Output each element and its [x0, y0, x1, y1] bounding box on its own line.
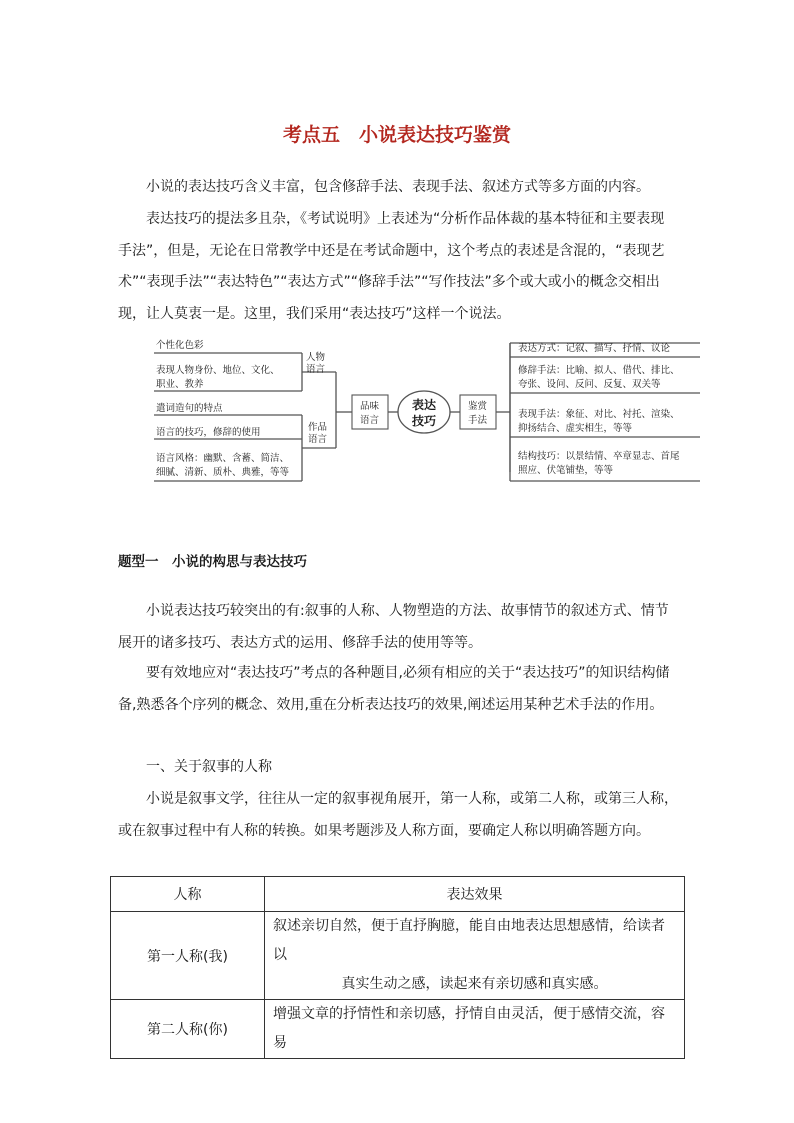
right-item-2-line-2: 夸张、设问、反问、反复、双关等	[518, 379, 661, 390]
hub-pinwei-line-1: 品味	[360, 401, 380, 412]
branch-renwu-line-2: 语言	[306, 364, 326, 375]
section-paragraph-3: 小说是叙事文学，往往从一定的叙事视角展开，第一人称，或第二人称，或第三人称，或在叙事过程中有人称的转换。如果考题涉及人称方面，要确定人称以明确答题方向。	[118, 791, 678, 839]
left-item-5-line-1: 语言风格：幽默、含蓄、简洁、	[156, 453, 290, 464]
mindmap-diagram	[152, 335, 702, 483]
left-item-2-line-2: 职业、教养	[156, 379, 204, 390]
right-item-3-line-2: 抑扬结合、虚实相生，等等	[518, 423, 633, 434]
table-row	[111, 912, 685, 1000]
section-heading: 题型一 小说的构思与表达技巧	[118, 554, 307, 570]
table-cell-effect	[265, 912, 685, 1000]
branch-renwu-line-1: 人物	[306, 352, 326, 363]
table-header-person: 人称	[111, 877, 265, 912]
table-cell-effect-line: 叙述亲切自然，便于直抒胸臆，能自由地表达思想感情，给读者以	[273, 918, 665, 963]
subheading-narrative-person: 一、关于叙事的人称	[146, 759, 272, 775]
table-cell-person: 第一人称(我)	[111, 912, 265, 1000]
table-row	[111, 1000, 685, 1059]
section-paragraph-1: 小说表达技巧较突出的有:叙事的人称、人物塑造的方法、故事情节的叙述方式、情节展开的诸多技巧、表达方式的运用、修辞手法的使用等等。	[118, 603, 669, 651]
right-item-4-line-2: 照应、伏笔铺垫，等等	[518, 465, 614, 476]
left-item-1: 个性化色彩	[156, 340, 204, 351]
left-item-4: 语言的技巧，修辞的使用	[156, 427, 261, 438]
right-item-1: 表达方式：记叙、描写、抒情、议论	[518, 343, 671, 354]
person-effect-table	[110, 876, 685, 1059]
left-item-2-line-1: 表现人物身份、地位、文化、	[156, 365, 280, 376]
branch-zuopin-line-2: 语言	[308, 434, 328, 445]
intro-paragraph-2: 表达技巧的提法多且杂，《考试说明》上表述为“分析作品体裁的基本特征和主要表现手法”，但是，无论在日常教学中还是在考试命题中，这个考点的表述是含混的，“表现艺术”“表现手法”“表达特色”“表达方式”“修辞手法”“写作技法”多个或大或小的概念交相出现，让人莫衷一是。这里，我们采用“表达技巧”这样一个说法。	[118, 211, 665, 322]
right-item-3-line-1: 表现手法：象征、对比、衬托、渲染、	[518, 409, 680, 420]
left-item-5-line-2: 细腻、清新、质朴、典雅，等等	[156, 467, 290, 478]
hub-pinwei-line-2: 语言	[360, 415, 380, 426]
hub-jianshang-line-1: 鉴赏	[468, 401, 488, 412]
branch-zuopin-line-1: 作品	[308, 422, 328, 433]
page-title: 考点五 小说表达技巧鉴赏	[282, 124, 511, 146]
hub-jianshang-line-2: 手法	[468, 415, 488, 426]
table-cell-effect-line: 增强文章的抒情性和亲切感，抒情自由灵活，便于感情交流，容易	[273, 1006, 665, 1051]
right-item-4-line-1: 结构技巧：以景结情、卒章显志、首尾	[518, 451, 680, 462]
intro-paragraph-1: 小说的表达技巧含义丰富，包含修辞手法、表现手法、叙述方式等多方面的内容。	[146, 179, 650, 195]
table-cell-person: 第二人称(你)	[111, 1000, 265, 1059]
table-cell-effect	[265, 1000, 685, 1059]
table-cell-effect-line: 真实生动之感，读起来有亲切感和真实感。	[341, 976, 608, 992]
section-paragraph-2: 要有效地应对“表达技巧”考点的各种题目,必须有相应的关于“表达技巧”的知识结构储备,熟悉各个序列的概念、效用,重在分析表达技巧的效果,阐述运用某种艺术手法的作用。	[118, 665, 670, 713]
right-item-2-line-1: 修辞手法：比喻、拟人、借代、排比、	[518, 365, 680, 376]
table-header-row	[111, 877, 685, 912]
table-header-effect: 表达效果	[265, 877, 685, 912]
center-node-line-2: 技巧	[412, 414, 437, 428]
left-item-3: 遣词造句的特点	[156, 403, 223, 414]
center-node-line-1: 表达	[412, 398, 437, 412]
